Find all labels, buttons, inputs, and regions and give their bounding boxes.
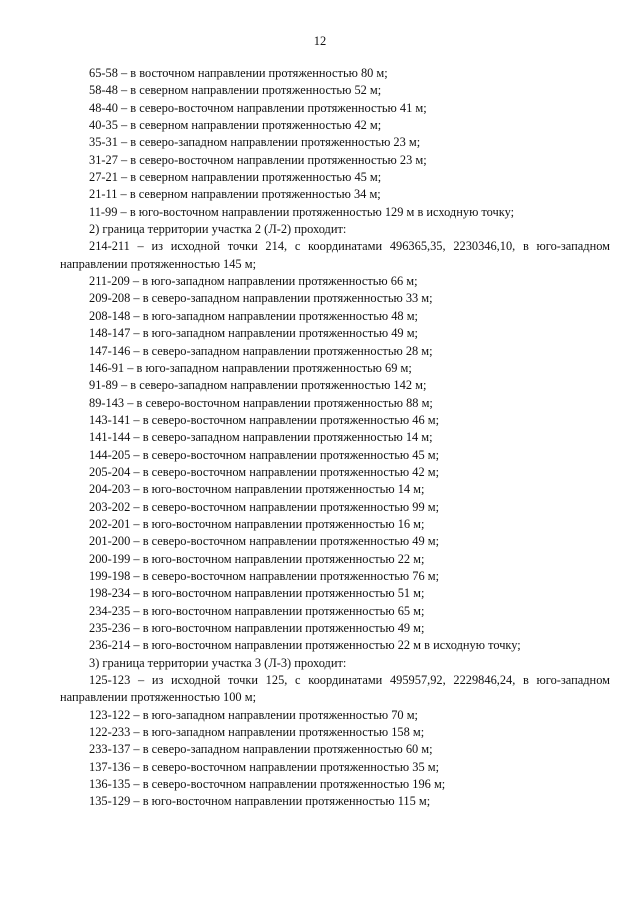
boundary-segment-line: 35-31 – в северо-западном направлении протяженностью 23 м; bbox=[89, 135, 421, 150]
boundary-segment-line: 89-143 – в северо-восточном направлении протяженностью 88 м; bbox=[89, 395, 433, 410]
boundary-segment-line: 143-141 – в северо-восточном направлении протяженностью 46 м; bbox=[89, 412, 440, 427]
boundary-segment-line: 209-208 – в северо-западном направлении протяженностью 33 м; bbox=[89, 291, 433, 306]
boundary-segment-line: 148-147 – в юго-западном направлении протяженностью 49 м; bbox=[89, 326, 418, 341]
boundary-segment-line: 204-203 – в юго-восточном направлении протяженностью 14 м; bbox=[89, 482, 425, 497]
boundary-segment-line: 203-202 – в северо-восточном направлении протяженностью 99 м; bbox=[89, 499, 440, 514]
section-heading: 2) граница территории участка 2 (Л-2) проходит: bbox=[89, 222, 347, 237]
boundary-segment-line: 199-198 – в северо-восточном направлении протяженностью 76 м; bbox=[89, 568, 440, 583]
boundary-segment-line: 123-122 – в юго-западном направлении протяженностью 70 м; bbox=[89, 707, 418, 722]
boundary-segment-line: 205-204 – в северо-восточном направлении протяженностью 42 м; bbox=[89, 464, 440, 479]
boundary-start-line: 214-211 – из исходной точки 214, с координатами 496365,35, 2230346,10, в юго-западном направлении протяженностью 145 м; bbox=[60, 239, 610, 271]
boundary-segment-line: 65-58 – в восточном направлении протяженностью 80 м; bbox=[89, 66, 388, 80]
boundary-segment-line: 135-129 – в юго-восточном направлении протяженностью 115 м; bbox=[89, 794, 431, 809]
boundary-segment-line: 236-214 – в юго-восточном направлении протяженностью 22 м в исходную точку; bbox=[89, 638, 521, 653]
boundary-segment-line: 27-21 – в северном направлении протяженностью 45 м; bbox=[89, 170, 382, 185]
boundary-segment-line: 233-137 – в северо-западном направлении протяженностью 60 м; bbox=[89, 742, 433, 757]
boundary-segment-line: 146-91 – в юго-западном направлении протяженностью 69 м; bbox=[89, 360, 412, 375]
boundary-segment-line: 198-234 – в юго-восточном направлении протяженностью 51 м; bbox=[89, 586, 425, 601]
boundary-segment-line: 211-209 – в юго-западном направлении протяженностью 66 м; bbox=[89, 274, 418, 289]
boundary-segment-line: 201-200 – в северо-восточном направлении протяженностью 49 м; bbox=[89, 534, 440, 549]
boundary-segment-line: 58-48 – в северном направлении протяженностью 52 м; bbox=[89, 83, 382, 98]
boundary-segment-line: 137-136 – в северо-восточном направлении протяженностью 35 м; bbox=[89, 759, 440, 774]
boundary-segment-line: 208-148 – в юго-западном направлении протяженностью 48 м; bbox=[89, 308, 418, 323]
section-heading: 3) граница территории участка 3 (Л-3) проходит: bbox=[89, 655, 347, 670]
document-body bbox=[60, 65, 610, 811]
boundary-segment-line: 31-27 – в северо-восточном направлении протяженностью 23 м; bbox=[89, 152, 427, 167]
boundary-segment-line: 141-144 – в северо-западном направлении протяженностью 14 м; bbox=[89, 430, 433, 445]
boundary-segment-line: 147-146 – в северо-западном направлении протяженностью 28 м; bbox=[89, 343, 433, 358]
boundary-segment-line: 40-35 – в северном направлении протяженностью 42 м; bbox=[89, 118, 382, 133]
boundary-segment-line: 48-40 – в северо-восточном направлении протяженностью 41 м; bbox=[89, 100, 427, 115]
boundary-segment-line: 200-199 – в юго-восточном направлении протяженностью 22 м; bbox=[89, 551, 425, 566]
boundary-segment-line: 122-233 – в юго-западном направлении протяженностью 158 м; bbox=[89, 725, 425, 740]
boundary-segment-line: 235-236 – в юго-восточном направлении протяженностью 49 м; bbox=[89, 621, 425, 635]
boundary-segment-line: 234-235 – в юго-восточном направлении протяженностью 65 м; bbox=[89, 603, 425, 618]
boundary-start-line: 125-123 – из исходной точки 125, с координатами 495957,92, 2229846,24, в юго-западном направлении протяженностью 100 м; bbox=[60, 673, 610, 705]
boundary-segment-line: 91-89 – в северо-западном направлении протяженностью 142 м; bbox=[89, 378, 427, 393]
boundary-segment-line: 144-205 – в северо-восточном направлении протяженностью 45 м; bbox=[89, 447, 440, 462]
boundary-segment-line: 21-11 – в северном направлении протяженностью 34 м; bbox=[89, 187, 381, 202]
boundary-segment-line: 136-135 – в северо-восточном направлении протяженностью 196 м; bbox=[89, 777, 446, 792]
boundary-segment-line: 11-99 – в юго-восточном направлении протяженностью 129 м в исходную точку; bbox=[89, 204, 515, 219]
page-number: 12 bbox=[313, 34, 327, 48]
boundary-segment-line: 202-201 – в юго-восточном направлении протяженностью 16 м; bbox=[89, 516, 425, 531]
